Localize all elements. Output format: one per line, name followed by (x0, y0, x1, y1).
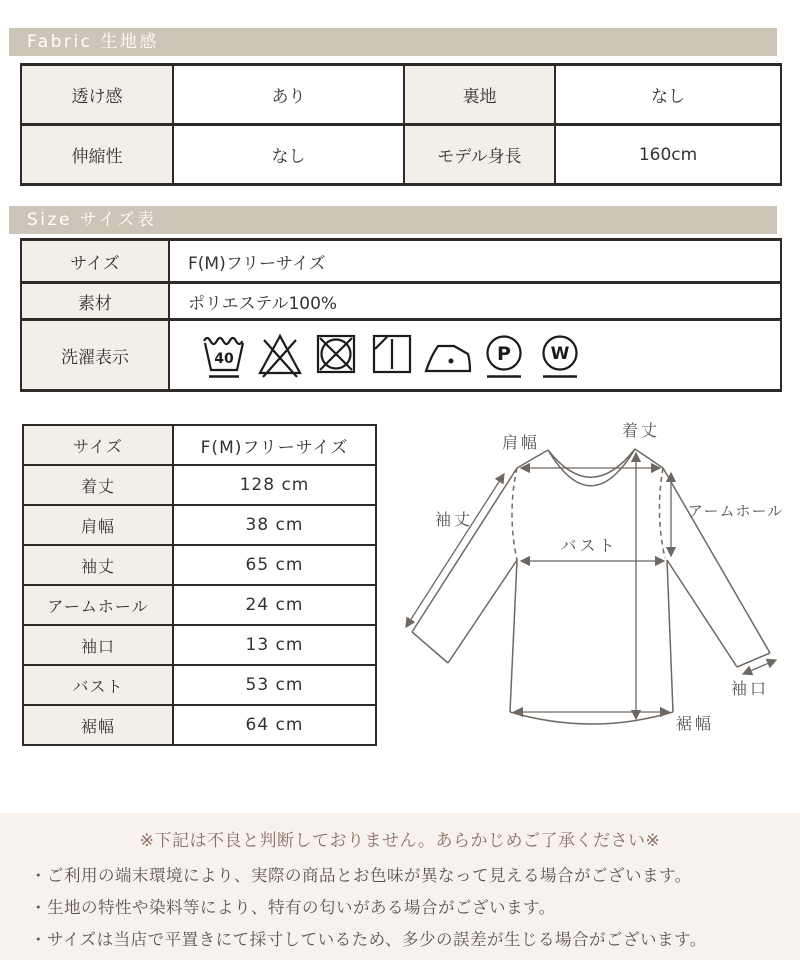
fabric-label-cell: 透け感 (21, 65, 173, 125)
cuff-label: 袖口 (730, 679, 770, 698)
material-row (21, 283, 781, 320)
no-bleach-icon (256, 330, 304, 380)
measure-value-cell: F(M)フリーサイズ (173, 425, 376, 465)
care-label-cell: 洗濯表示 (21, 320, 169, 391)
armhole-dashed-left (512, 468, 517, 560)
size-label-cell: サイズ (21, 240, 169, 283)
armhole-label: アームホール (688, 502, 784, 520)
table-row (23, 625, 376, 665)
table-row (23, 465, 376, 505)
size-row (21, 240, 781, 283)
care-icons-cell (169, 320, 781, 391)
hem-width-label: 裾幅 (675, 714, 715, 733)
table-row (23, 665, 376, 705)
notes-title: ※下記は不良と判断しておりません。あらかじめご了承ください※ (139, 831, 661, 851)
dry-clean-p-icon (480, 330, 528, 380)
fabric-table (20, 63, 782, 186)
notes-list (30, 860, 800, 956)
size-table (20, 238, 782, 392)
garment-outline (412, 449, 770, 724)
sleeve-length-label: 袖丈 (434, 510, 474, 529)
shoulder-width-label: 肩幅 (501, 433, 541, 452)
fabric-label-cell: 裏地 (404, 65, 555, 125)
bust-label: バスト (560, 536, 618, 555)
table-row (23, 545, 376, 585)
fabric-row (21, 125, 781, 185)
shade-line-dry-icon (368, 330, 416, 380)
iron-low-heat-icon (424, 330, 472, 380)
measure-label-cell: バスト (23, 665, 173, 705)
fabric-label-cell: 伸縮性 (21, 125, 173, 185)
measure-value-cell: 38 cm (173, 505, 376, 545)
measure-value-cell: 53 cm (173, 665, 376, 705)
measure-value-cell: 64 cm (173, 705, 376, 745)
list-item: ・サイズは当店で平置きにて採寸しているため、多少の誤差が生じる場合がございます。 (30, 930, 707, 949)
measure-value-cell: 13 cm (173, 625, 376, 665)
fabric-value-cell: あり (173, 65, 404, 125)
fabric-label-cell: モデル身長 (404, 125, 555, 185)
care-icon-strip (188, 330, 779, 380)
table-row (23, 505, 376, 545)
measure-value-cell: 128 cm (173, 465, 376, 505)
fabric-section-header: Fabric 生地感 (9, 28, 777, 56)
fabric-value-cell: なし (555, 65, 781, 125)
measure-label-cell: 肩幅 (23, 505, 173, 545)
size-section-header: Size サイズ表 (9, 206, 777, 234)
svg-text:P: P (497, 343, 511, 365)
svg-text:W: W (550, 344, 570, 364)
wet-clean-w-icon (536, 330, 584, 380)
size-value-cell: F(M)フリーサイズ (169, 240, 781, 283)
table-row (23, 585, 376, 625)
fabric-value-cell: なし (173, 125, 404, 185)
measure-label-cell: 着丈 (23, 465, 173, 505)
fabric-value-cell: 160cm (555, 125, 781, 185)
notes-section (0, 813, 800, 960)
armhole-dashed-right (659, 468, 665, 558)
body-length-label: 着丈 (621, 421, 661, 440)
material-value-cell: ポリエステル100% (169, 283, 781, 320)
measure-label-cell: 裾幅 (23, 705, 173, 745)
table-row (23, 705, 376, 745)
measure-label-cell: 袖丈 (23, 545, 173, 585)
fabric-row (21, 65, 781, 125)
measure-value-cell: 24 cm (173, 585, 376, 625)
measure-label-cell: サイズ (23, 425, 173, 465)
garment-measurement-diagram (400, 410, 800, 760)
measure-label-cell: 袖口 (23, 625, 173, 665)
sleeve-length-arrow (406, 474, 504, 627)
wash-40-icon (200, 330, 248, 380)
material-label-cell: 素材 (21, 283, 169, 320)
measure-value-cell: 65 cm (173, 545, 376, 585)
measurement-table (22, 424, 377, 746)
table-row (23, 425, 376, 465)
care-row (21, 320, 781, 391)
measure-label-cell: アームホール (23, 585, 173, 625)
list-item: ・ご利用の端末環境により、実際の商品とお色味が異なって見える場合がございます。 (30, 866, 692, 885)
no-tumble-dry-icon (312, 330, 360, 380)
measurement-arrows (406, 453, 776, 719)
svg-text:40: 40 (214, 351, 234, 367)
list-item: ・生地の特性や染料等により、特有の匂いがある場合がございます。 (30, 898, 556, 917)
